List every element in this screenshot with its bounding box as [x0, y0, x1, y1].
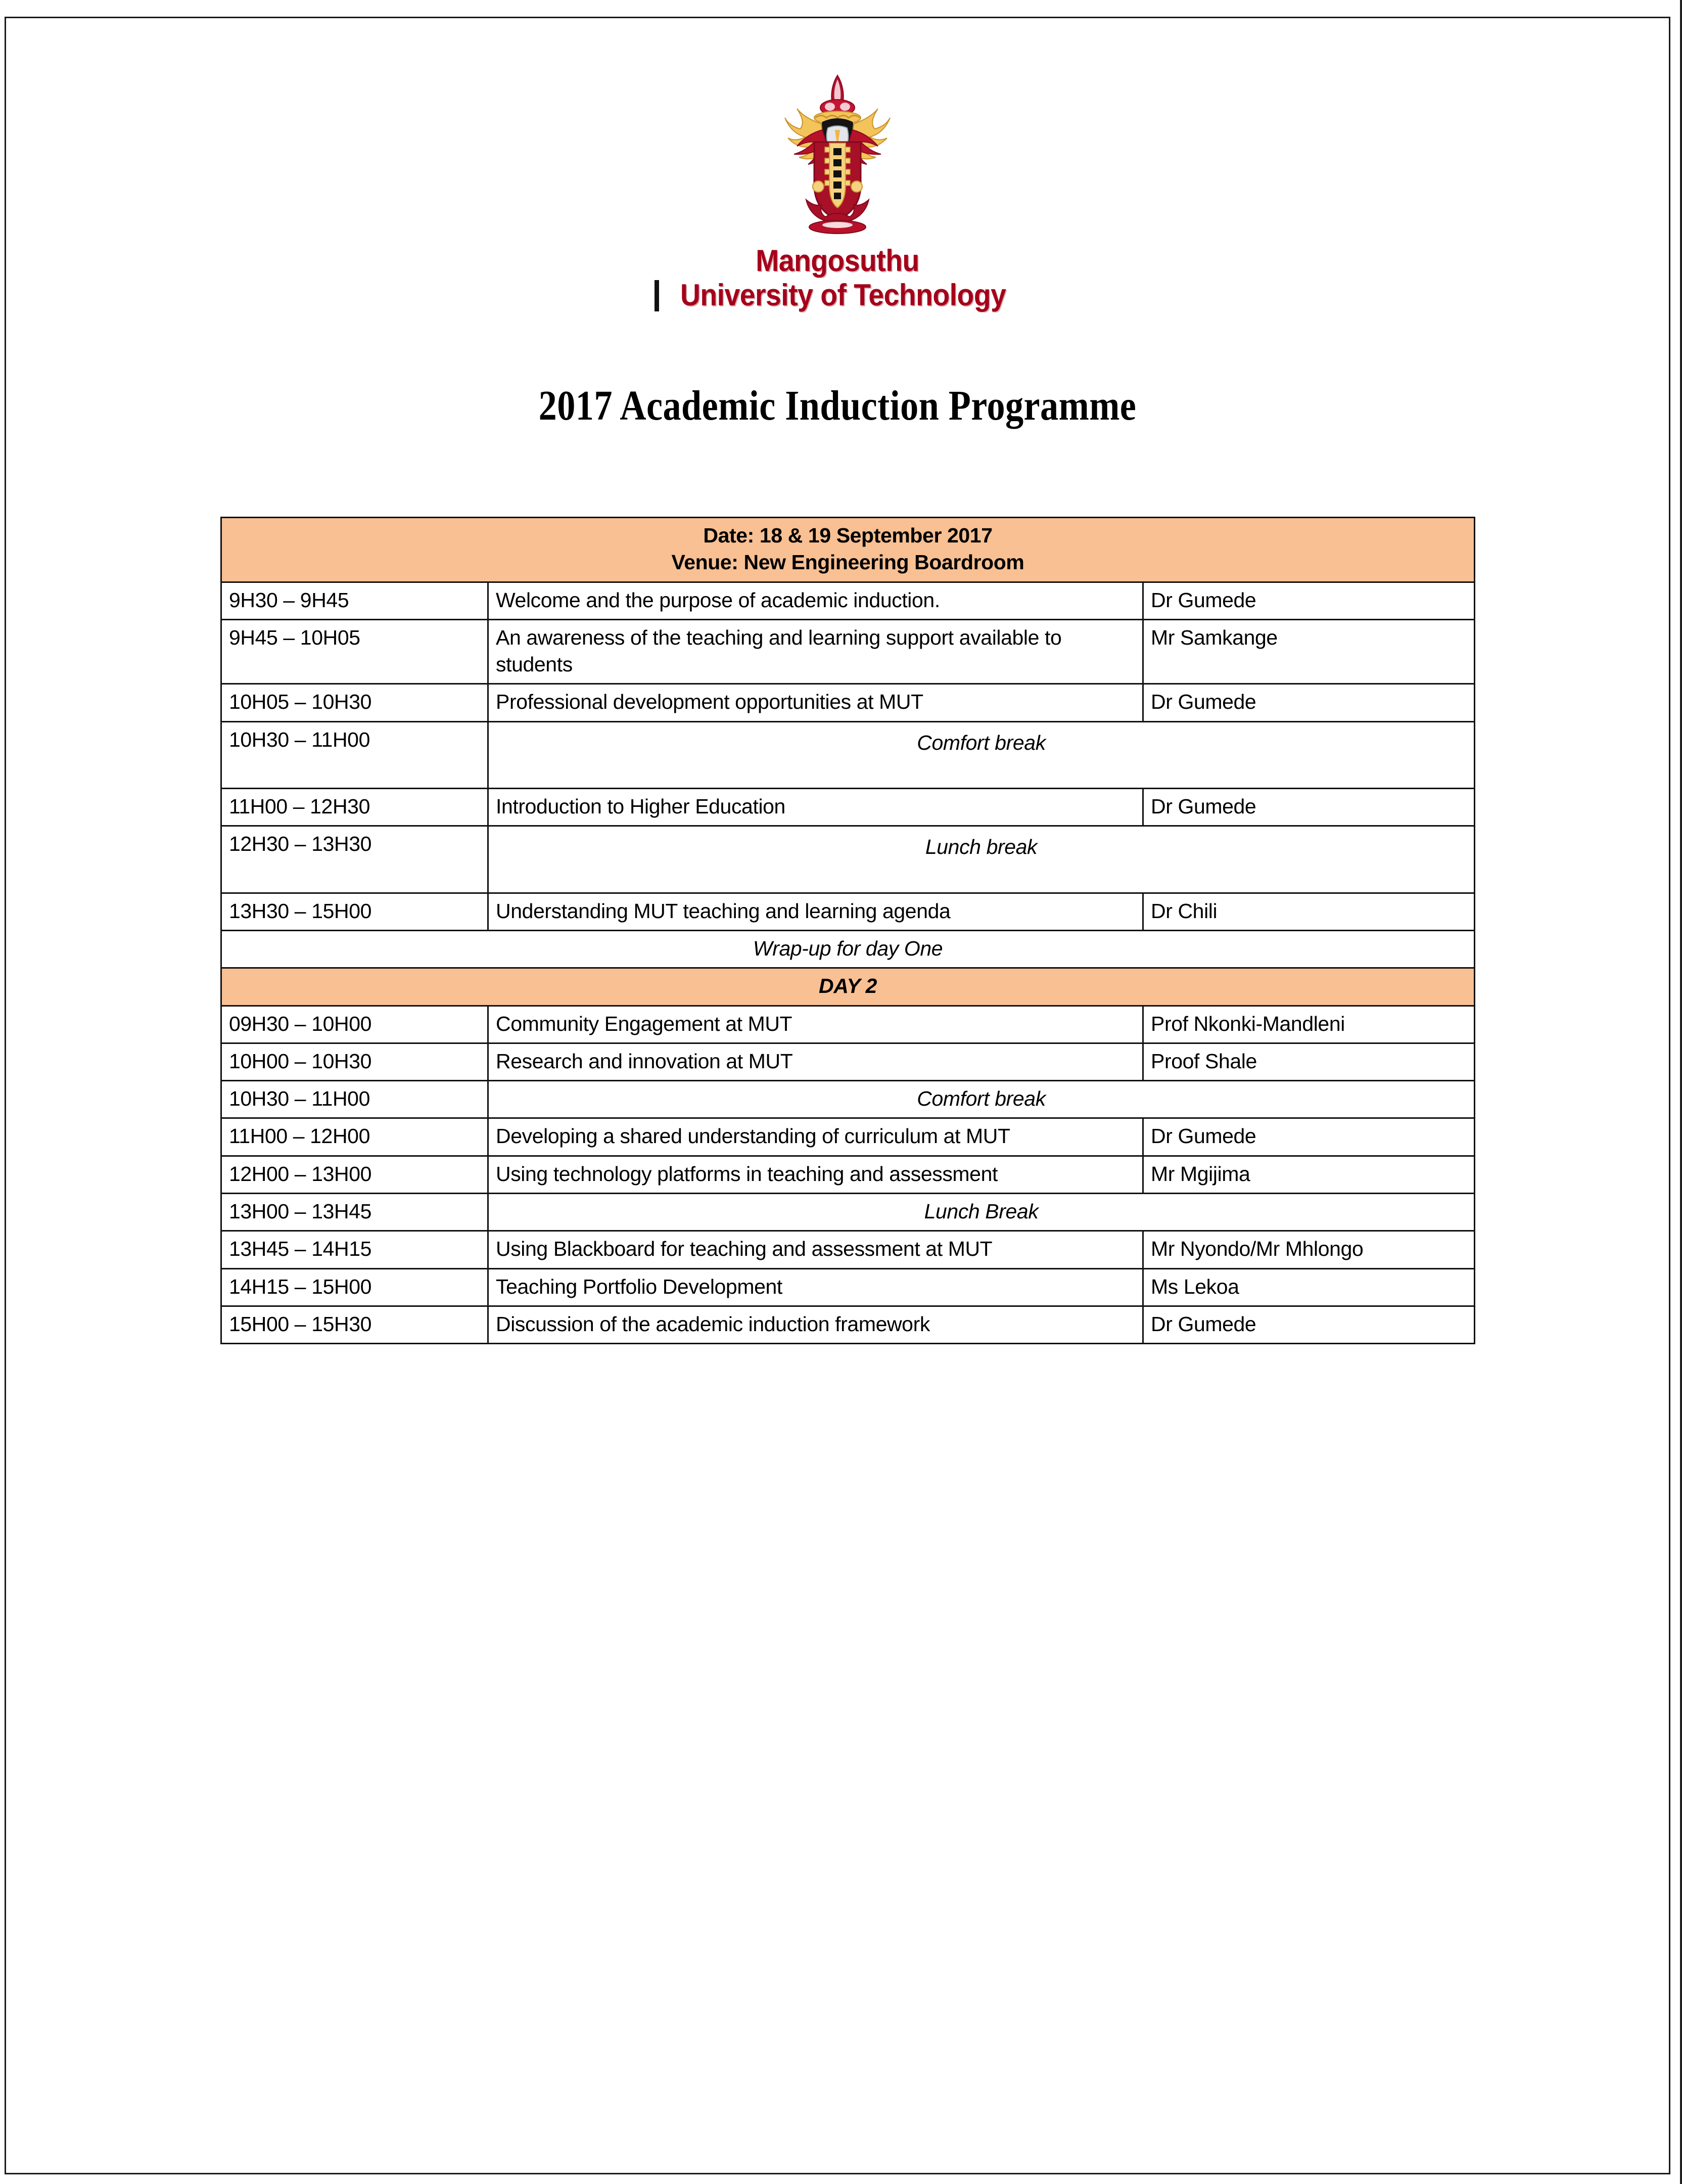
table-row-wrapup [221, 930, 1475, 968]
row-presenter: Prof Nkonki-Mandleni [1143, 1006, 1475, 1043]
row-description: Understanding MUT teaching and learning agenda [488, 893, 1143, 930]
row-description: Community Engagement at MUT [488, 1006, 1143, 1043]
row-time: 13H45 – 14H15 [221, 1231, 488, 1268]
row-presenter: Mr Samkange [1143, 619, 1475, 684]
row-description: Using technology platforms in teaching and assessment [488, 1156, 1143, 1193]
table-banner-row-day2 [221, 968, 1475, 1006]
table-row [221, 1268, 1475, 1306]
row-presenter: Mr Mgijima [1143, 1156, 1475, 1193]
table-row [221, 1156, 1475, 1193]
row-time: 10H00 – 10H30 [221, 1043, 488, 1080]
row-description: Using Blackboard for teaching and assessment at MUT [488, 1231, 1143, 1268]
row-break-label: Lunch Break [488, 1194, 1475, 1231]
row-time: 13H30 – 15H00 [221, 893, 488, 930]
row-presenter: Dr Gumede [1143, 684, 1475, 721]
table-row-break [221, 826, 1475, 893]
logo-wordmark-line2: University of Technology [680, 278, 1006, 312]
row-time: 10H05 – 10H30 [221, 684, 488, 721]
university-logo [6, 71, 1669, 311]
row-presenter: Proof Shale [1143, 1043, 1475, 1080]
row-time: 13H00 – 13H45 [221, 1194, 488, 1231]
table-row [221, 1043, 1475, 1080]
row-description: Research and innovation at MUT [488, 1043, 1143, 1080]
row-presenter: Dr Chili [1143, 893, 1475, 930]
row-time: 12H00 – 13H00 [221, 1156, 488, 1193]
page-title: 2017 Academic Induction Programme [538, 382, 1137, 429]
row-description: Welcome and the purpose of academic induction. [488, 582, 1143, 619]
row-time: 11H00 – 12H30 [221, 789, 488, 826]
schedule-table [220, 517, 1475, 1344]
table-row [221, 789, 1475, 826]
row-break-label: Lunch break [488, 826, 1475, 893]
row-presenter: Ms Lekoa [1143, 1268, 1475, 1306]
table-banner-row [221, 518, 1475, 582]
table-row-break [221, 1081, 1475, 1118]
banner-venue-line: Venue: New Engineering Boardroom [671, 551, 1024, 574]
row-time: 9H30 – 9H45 [221, 582, 488, 619]
row-description: Introduction to Higher Education [488, 789, 1143, 826]
row-break-label: Comfort break [488, 1081, 1475, 1118]
row-description: Professional development opportunities at MUT [488, 684, 1143, 721]
date-venue-banner [221, 518, 1475, 582]
row-time: 11H00 – 12H00 [221, 1118, 488, 1156]
row-presenter: Dr Gumede [1143, 789, 1475, 826]
row-time: 9H45 – 10H05 [221, 619, 488, 684]
row-time: 10H30 – 11H00 [221, 721, 488, 788]
row-description: Discussion of the academic induction framework [488, 1306, 1143, 1343]
logo-wordmark-line1: Mangosuthu [756, 244, 919, 278]
row-time: 15H00 – 15H30 [221, 1306, 488, 1343]
schedule-table-container [220, 517, 1474, 1344]
table-row [221, 1006, 1475, 1043]
banner-date-line: Date: 18 & 19 September 2017 [703, 524, 993, 547]
table-row [221, 1231, 1475, 1268]
scan-edge-strip [1680, 0, 1682, 2184]
table-row [221, 582, 1475, 619]
row-time: 10H30 – 11H00 [221, 1081, 488, 1118]
row-description: Developing a shared understanding of curriculum at MUT [488, 1118, 1143, 1156]
table-row [221, 893, 1475, 930]
row-presenter: Mr Nyondo/Mr Mhlongo [1143, 1231, 1475, 1268]
logo-accent-bar [655, 280, 659, 311]
table-row [221, 1306, 1475, 1343]
row-presenter: Dr Gumede [1143, 1118, 1475, 1156]
row-break-label: Comfort break [488, 721, 1475, 788]
row-presenter: Dr Gumede [1143, 1306, 1475, 1343]
table-row [221, 684, 1475, 721]
row-time: 09H30 – 10H00 [221, 1006, 488, 1043]
row-time: 12H30 – 13H30 [221, 826, 488, 893]
row-description: Teaching Portfolio Development [488, 1268, 1143, 1306]
document-sheet [5, 17, 1670, 2174]
coat-of-arms-crest-icon [762, 71, 913, 243]
table-row [221, 1118, 1475, 1156]
table-row-break [221, 1194, 1475, 1231]
table-row [221, 619, 1475, 684]
table-row-break [221, 721, 1475, 788]
row-time: 14H15 – 15H00 [221, 1268, 488, 1306]
row-description: An awareness of the teaching and learning support available to students [488, 619, 1143, 684]
day1-wrapup-label: Wrap-up for day One [221, 930, 1475, 968]
day2-banner: DAY 2 [221, 968, 1475, 1006]
row-presenter: Dr Gumede [1143, 582, 1475, 619]
